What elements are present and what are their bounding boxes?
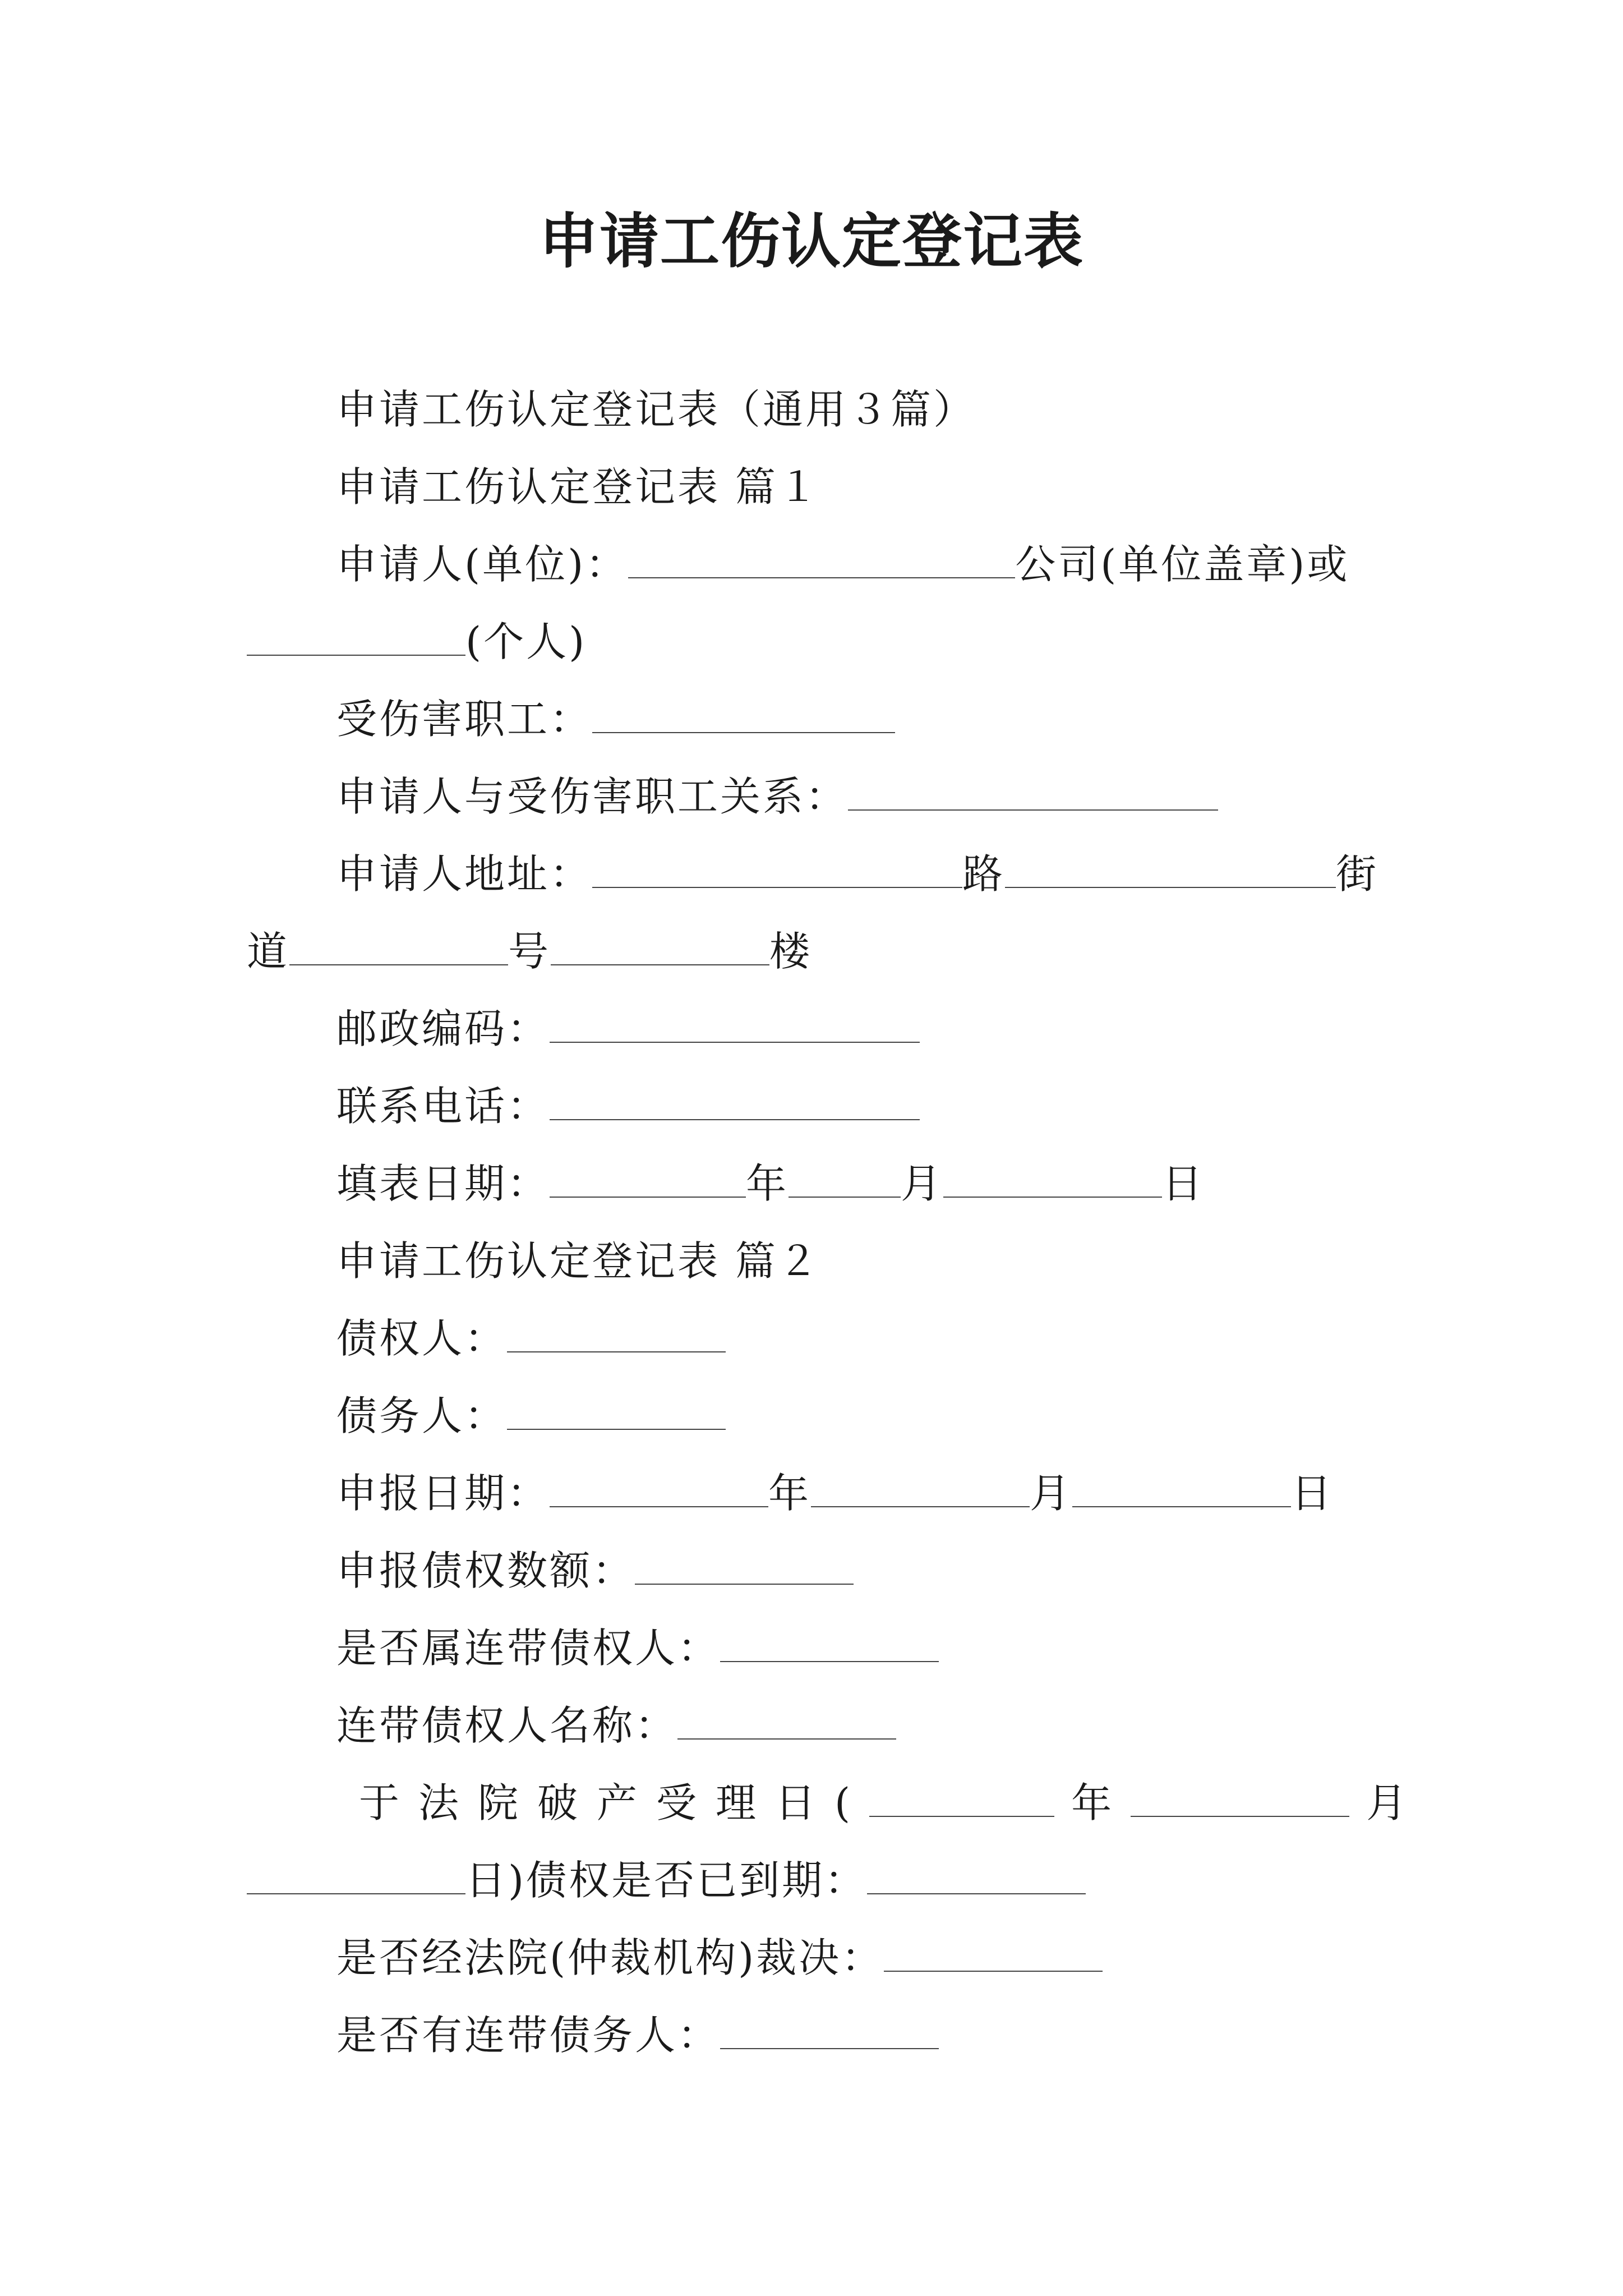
- joint-debtor-line: [336, 2007, 939, 2063]
- debt-due-blank[interactable]: [867, 1854, 1086, 1894]
- creditor-blank[interactable]: [507, 1312, 726, 1352]
- court-acceptance-line: [359, 1775, 1426, 1831]
- label: 受伤害职工：: [336, 696, 593, 743]
- label: 年: [746, 1160, 789, 1207]
- label: 道: [247, 928, 290, 975]
- address-blank-2[interactable]: [1005, 848, 1336, 888]
- address-blank-3[interactable]: [289, 925, 508, 965]
- label: 月: [901, 1160, 944, 1207]
- label: 申请人(单位)：: [336, 541, 629, 588]
- applicant-unit-line: [336, 536, 1349, 592]
- label: 街: [1336, 850, 1379, 898]
- creditor-line: [336, 1310, 726, 1366]
- section-heading-1: [336, 459, 820, 515]
- label: 于法院破产受理日(: [359, 1779, 870, 1826]
- label: 月: [1030, 1470, 1073, 1517]
- applicant-individual-blank[interactable]: [247, 615, 465, 656]
- joint-creditor-blank[interactable]: [720, 1622, 939, 1662]
- document-title: 申请工伤认定登记表: [539, 206, 1084, 276]
- label: 路: [962, 850, 1006, 898]
- label: 月: [1366, 1779, 1426, 1826]
- fill-date-line: [336, 1156, 1205, 1212]
- relationship-line: [336, 769, 1218, 825]
- label: 号: [508, 928, 551, 975]
- label: 日)债权是否已到期：: [465, 1857, 868, 1904]
- declare-year-blank[interactable]: [550, 1467, 768, 1507]
- label: 年: [768, 1470, 811, 1517]
- declare-month-blank[interactable]: [811, 1467, 1030, 1507]
- claim-amount-line: [336, 1543, 854, 1599]
- label: 申报债权数额：: [336, 1547, 635, 1594]
- debt-due-line: [247, 1852, 1086, 1908]
- court-day-blank[interactable]: [247, 1854, 465, 1894]
- subtitle-collection: [336, 381, 976, 438]
- label: 日: [1162, 1160, 1205, 1207]
- label: 填表日期：: [336, 1160, 550, 1207]
- applicant-unit-blank[interactable]: [628, 538, 1015, 578]
- postal-code-line: [336, 1001, 920, 1057]
- label: 连带债权人名称：: [336, 1702, 678, 1749]
- applicant-individual-line: [247, 614, 587, 670]
- label: 申请人地址：: [336, 850, 593, 898]
- label: 债权人：: [336, 1315, 508, 1362]
- declare-date-line: [336, 1465, 1334, 1521]
- debtor-blank[interactable]: [507, 1389, 726, 1430]
- text: 申请工伤认定登记表（通用３篇）: [336, 386, 976, 433]
- label: 联系电话：: [336, 1083, 550, 1130]
- address-blank-4[interactable]: [551, 925, 769, 965]
- label: (个人): [465, 618, 587, 665]
- injured-worker-line: [336, 691, 895, 747]
- address-blank-1[interactable]: [592, 848, 962, 888]
- label: 债务人：: [336, 1392, 508, 1439]
- address-line-2: [247, 923, 812, 979]
- joint-creditor-name-blank[interactable]: [677, 1699, 896, 1740]
- joint-debtor-blank[interactable]: [720, 2009, 939, 2049]
- court-ruling-blank[interactable]: [884, 1931, 1103, 1972]
- label: 是否属连带债权人：: [336, 1625, 721, 1672]
- court-month-blank[interactable]: [1131, 1777, 1349, 1817]
- fill-day-blank[interactable]: [943, 1157, 1162, 1198]
- label: 公司(单位盖章)或: [1015, 541, 1350, 588]
- court-year-blank[interactable]: [869, 1777, 1054, 1817]
- text: 申请工伤认定登记表 篇２: [336, 1237, 820, 1285]
- label: 邮政编码：: [336, 1005, 550, 1052]
- label: 年: [1071, 1779, 1131, 1826]
- injured-worker-blank[interactable]: [592, 693, 895, 733]
- section-heading-2: [336, 1233, 820, 1289]
- relationship-blank[interactable]: [848, 770, 1218, 811]
- label: 申报日期：: [336, 1470, 550, 1517]
- fill-month-blank[interactable]: [789, 1157, 901, 1198]
- label: 申请人与受伤害职工关系：: [336, 773, 849, 820]
- joint-creditor-line: [336, 1620, 939, 1676]
- phone-blank[interactable]: [550, 1080, 920, 1120]
- postal-code-blank[interactable]: [550, 1002, 920, 1043]
- claim-amount-blank[interactable]: [635, 1544, 854, 1585]
- label: 是否有连带债务人：: [336, 2012, 721, 2059]
- label: 楼: [769, 928, 813, 975]
- label: 是否经法院(仲裁机构)裁决：: [336, 1934, 884, 1981]
- fill-year-blank[interactable]: [550, 1157, 746, 1198]
- address-line: [336, 846, 1378, 902]
- debtor-line: [336, 1388, 726, 1444]
- phone-line: [336, 1078, 920, 1134]
- joint-creditor-name-line: [336, 1697, 896, 1754]
- court-ruling-line: [336, 1930, 1103, 1986]
- declare-day-blank[interactable]: [1072, 1467, 1291, 1507]
- label: 日: [1291, 1470, 1334, 1517]
- text: 申请工伤认定登记表 篇１: [336, 463, 820, 510]
